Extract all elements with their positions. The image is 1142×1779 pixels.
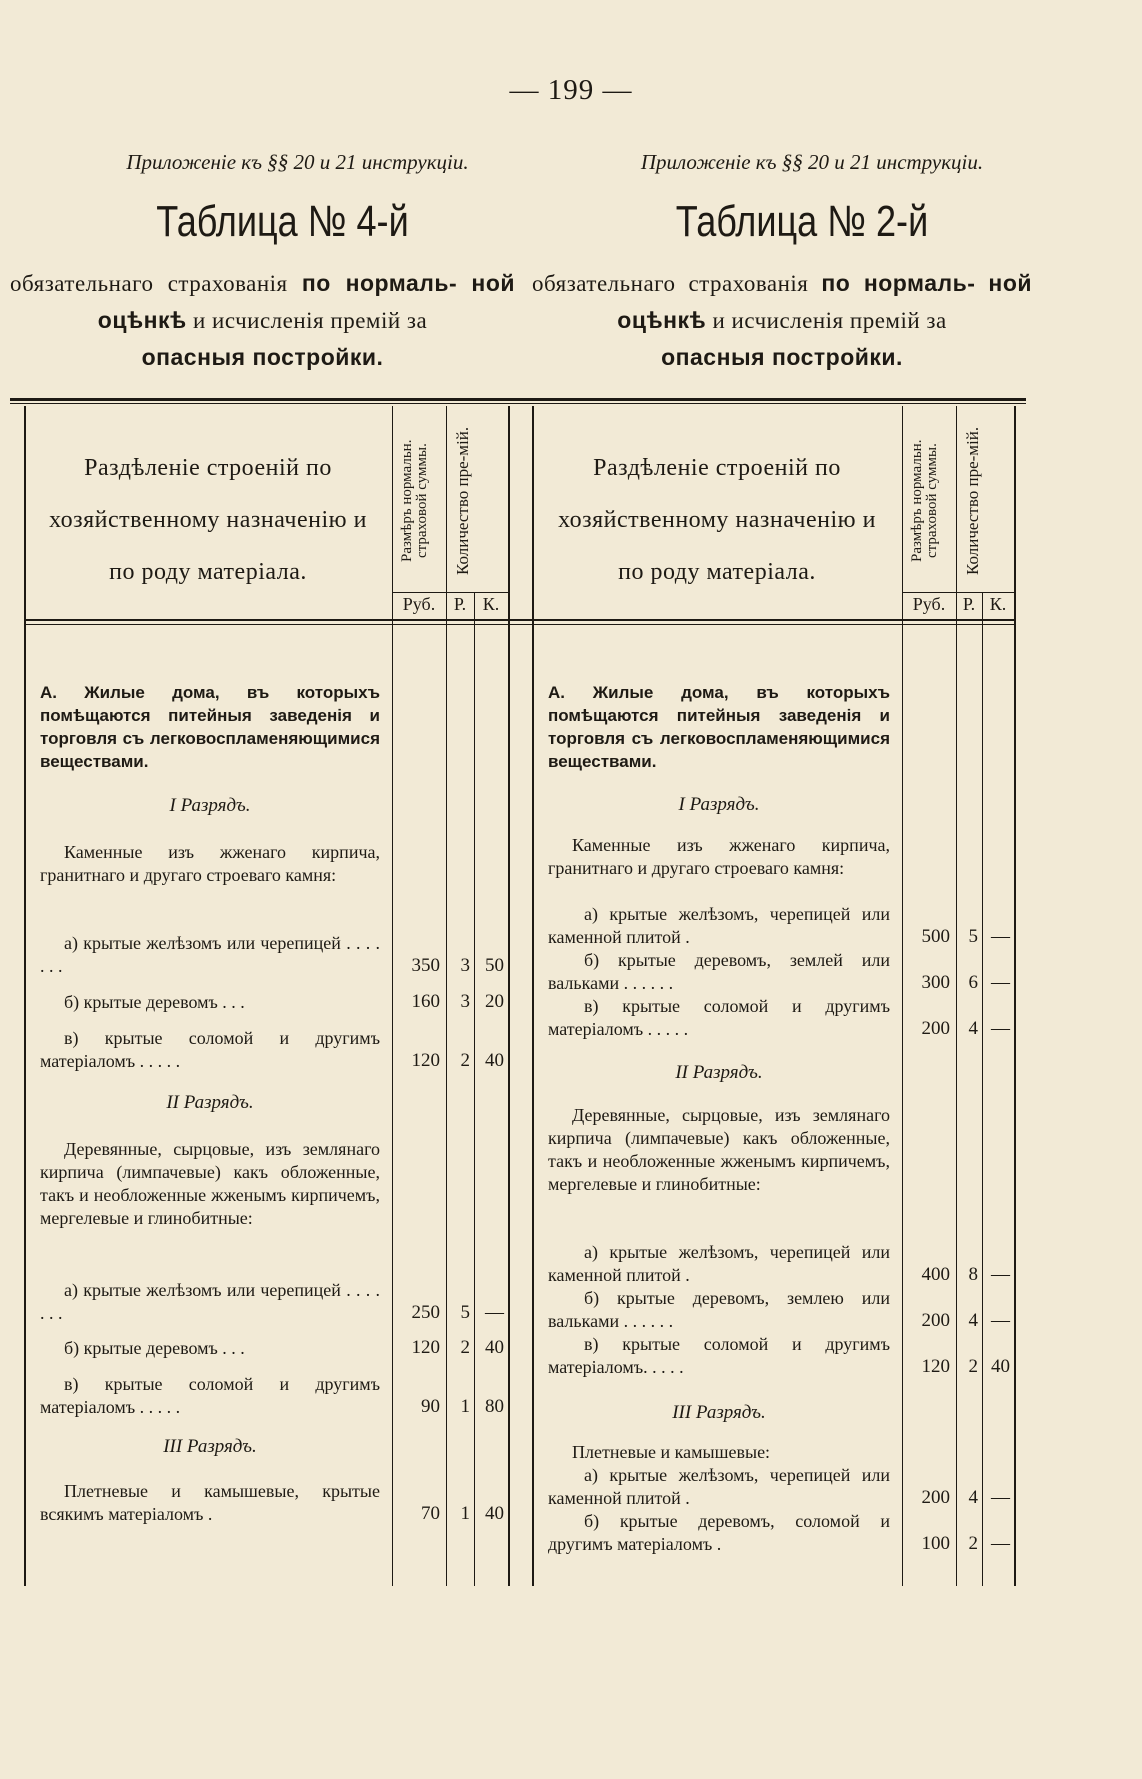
- table-row-label: а) крытые желѣзомъ, черепицей или каменной плитой .: [548, 1465, 890, 1508]
- section-heading: А. Жилые дома, въ которыхъ помѣщаются питейныя заведенія и торговля съ легковоспламеняющимися веществами.: [548, 683, 890, 771]
- left-subtitle-bold: ной оцѣнкѣ: [97, 270, 516, 333]
- unit-r: Р.: [453, 594, 467, 614]
- table-row-label: а) крытые желѣзомъ или черепицей . . . . . . .: [40, 1280, 380, 1323]
- premium-k: —: [991, 972, 1010, 993]
- left-subtitle-bold: опасныя постройки.: [141, 344, 384, 370]
- right-table-title: Таблица № 2-й: [675, 197, 929, 246]
- right-subtitle-bold: опасныя постройки.: [661, 344, 903, 370]
- premium-k: 40: [485, 1503, 504, 1524]
- amount-rub: 120: [921, 1356, 950, 1377]
- right-subtitle-part: и исчисленія премій за: [706, 308, 947, 333]
- category-intro: Каменные изъ жженаго кирпича, гранитнаго и другаго строеваго камня:: [548, 835, 890, 878]
- amount-rub: 200: [921, 1018, 950, 1039]
- amount-rub: 200: [921, 1310, 950, 1331]
- column-divider: [982, 592, 983, 1586]
- top-rule: [10, 398, 1026, 401]
- left-heading: [10, 150, 515, 376]
- right-table-header: [532, 406, 1016, 618]
- amount-rub: 160: [411, 991, 440, 1012]
- category-intro: Деревянные, сырцовые, изъ землянаго кирпича (лимпачевые) какъ обложенные, такъ и необложенные жженымъ кирпичемъ, мергелевые и глинобитные:: [40, 1139, 380, 1228]
- premium-k: 20: [485, 991, 504, 1012]
- right-subtitle: [532, 265, 1032, 376]
- premium-r: 5: [460, 1302, 470, 1323]
- column-divider: [474, 592, 475, 1586]
- header-insured-amount: Размѣръ нормальн. страховой суммы.: [909, 439, 940, 563]
- left-subtitle-part: обязательнаго страхованія: [10, 271, 302, 296]
- premium-r: 1: [460, 1396, 470, 1417]
- page-number: — 199 —: [509, 74, 633, 106]
- left-subtitle: [10, 265, 515, 376]
- category-intro: Деревянные, сырцовые, изъ землянаго кирпича (лимпачевые) какъ обложенные, такъ и необложенные жженымъ кирпичемъ, мергелевые и глинобитные:: [548, 1105, 890, 1194]
- table-row-label: б) крытые деревомъ . . .: [64, 1338, 245, 1358]
- table-row-label: а) крытые желѣзомъ или черепицей . . . . . . .: [40, 933, 380, 976]
- table-row-label: в) крытые соломой и другимъ матеріаломъ. . . . .: [548, 1334, 890, 1377]
- premium-k: —: [991, 1264, 1010, 1285]
- amount-rub: 200: [921, 1487, 950, 1508]
- table-row-label: Плетневые и камышевые, крытые всякимъ матеріаломъ .: [40, 1481, 380, 1524]
- header-classification: Раздѣленіе строеній по хозяйственному назначенію и по роду матеріала.: [49, 455, 367, 585]
- category-heading: I Разрядъ.: [678, 794, 760, 815]
- right-heading: [532, 150, 1032, 376]
- left-subtitle-bold: по нормаль-: [301, 270, 458, 296]
- premium-r: 4: [968, 1018, 978, 1039]
- amount-rub: 100: [921, 1533, 950, 1554]
- category-heading: III Разрядъ.: [163, 1436, 257, 1457]
- category-heading: III Разрядъ.: [672, 1402, 766, 1423]
- premium-r: 2: [968, 1356, 978, 1377]
- premium-r: 8: [968, 1264, 978, 1285]
- premium-k: 50: [485, 955, 504, 976]
- premium-r: 2: [968, 1533, 978, 1554]
- table-row-label: б) крытые деревомъ, соломой и другимъ матеріаломъ .: [548, 1511, 890, 1554]
- unit-k: К.: [989, 594, 1007, 614]
- header-bottom-rule: [24, 619, 1016, 621]
- premium-r: 5: [968, 926, 978, 947]
- amount-rub: 250: [411, 1302, 440, 1323]
- premium-k: 40: [485, 1337, 504, 1358]
- left-subtitle-part: и исчисленія премій за: [186, 308, 428, 333]
- amount-rub: 300: [921, 972, 950, 993]
- header-insured-amount: Размѣръ нормальн. страховой суммы.: [399, 439, 430, 563]
- header-premium: Количество пре-мій.: [453, 426, 472, 576]
- category-intro: Плетневые и камышевые:: [572, 1442, 771, 1462]
- amount-rub: 400: [921, 1264, 950, 1285]
- left-table: [24, 406, 510, 1524]
- unit-r: Р.: [962, 594, 976, 614]
- category-heading: II Разрядъ.: [675, 1062, 763, 1083]
- premium-r: 1: [460, 1503, 470, 1524]
- amount-rub: 350: [411, 955, 440, 976]
- unit-k: К.: [482, 594, 500, 614]
- premium-k: —: [991, 926, 1010, 947]
- premium-k: 40: [485, 1050, 504, 1071]
- premium-k: —: [991, 1533, 1010, 1554]
- left-table-header: [24, 406, 510, 618]
- table-row-label: а) крытые желѣзомъ, черепицей или каменной плитой .: [548, 904, 890, 947]
- left-appendix-note: Приложеніе къ §§ 20 и 21 инструкціи.: [126, 150, 469, 174]
- amount-rub: 500: [921, 926, 950, 947]
- table-row-label: б) крытые деревомъ, землей или вальками . . . . . .: [548, 950, 890, 993]
- premium-k: 80: [485, 1396, 504, 1417]
- right-subtitle-bold: по нормаль-: [821, 270, 976, 296]
- right-subtitle-bold: ной оцѣнкѣ: [617, 270, 1033, 333]
- header-bottom-rule-thin: [24, 624, 1016, 625]
- amount-rub: 90: [421, 1396, 440, 1417]
- section-heading: А. Жилые дома, въ которыхъ помѣщаются питейныя заведенія и торговля съ легковоспламеняющимися веществами.: [40, 683, 380, 771]
- table-row-label: в) крытые соломой и другимъ матеріаломъ . . . . .: [40, 1374, 380, 1417]
- premium-k: —: [991, 1487, 1010, 1508]
- premium-r: 4: [968, 1487, 978, 1508]
- left-table-title: Таблица № 4-й: [156, 197, 409, 246]
- premium-r: 3: [460, 955, 470, 976]
- header-premium: Количество пре-мій.: [963, 426, 982, 576]
- premium-k: —: [991, 1310, 1010, 1331]
- premium-k: —: [485, 1302, 504, 1323]
- amount-rub: 70: [421, 1503, 440, 1524]
- premium-r: 2: [460, 1050, 470, 1071]
- premium-k: 40: [991, 1356, 1010, 1377]
- table-row-label: а) крытые желѣзомъ, черепицей или каменной плитой .: [548, 1242, 890, 1285]
- premium-r: 4: [968, 1310, 978, 1331]
- table-row-label: б) крытые деревомъ, землею или вальками . . . . . .: [548, 1288, 890, 1331]
- premium-r: 6: [968, 972, 978, 993]
- premium-r: 3: [460, 991, 470, 1012]
- table-row-label: б) крытые деревомъ . . .: [64, 992, 245, 1012]
- premium-k: —: [991, 1018, 1010, 1039]
- table-row-label: в) крытые соломой и другимъ матеріаломъ . . . . .: [548, 996, 890, 1039]
- amount-rub: 120: [411, 1337, 440, 1358]
- category-intro: Каменные изъ жженаго кирпича, гранитнаго и другаго строеваго камня:: [40, 842, 380, 885]
- right-subtitle-part: обязательнаго страхованія: [532, 271, 822, 296]
- premium-r: 2: [460, 1337, 470, 1358]
- header-classification: Раздѣленіе строеній по хозяйственному назначенію и по роду матеріала.: [558, 455, 876, 585]
- unit-rub: Руб.: [402, 594, 436, 614]
- top-rule-thin: [10, 403, 1026, 404]
- category-heading: II Разрядъ.: [166, 1092, 254, 1113]
- amount-rub: 120: [411, 1050, 440, 1071]
- right-appendix-note: Приложеніе къ §§ 20 и 21 инструкціи.: [640, 150, 984, 174]
- unit-rub: Руб.: [912, 594, 946, 614]
- right-table: [532, 406, 1016, 1554]
- category-heading: I Разрядъ.: [169, 795, 251, 816]
- table-row-label: в) крытые соломой и другимъ матеріаломъ . . . . .: [40, 1028, 380, 1071]
